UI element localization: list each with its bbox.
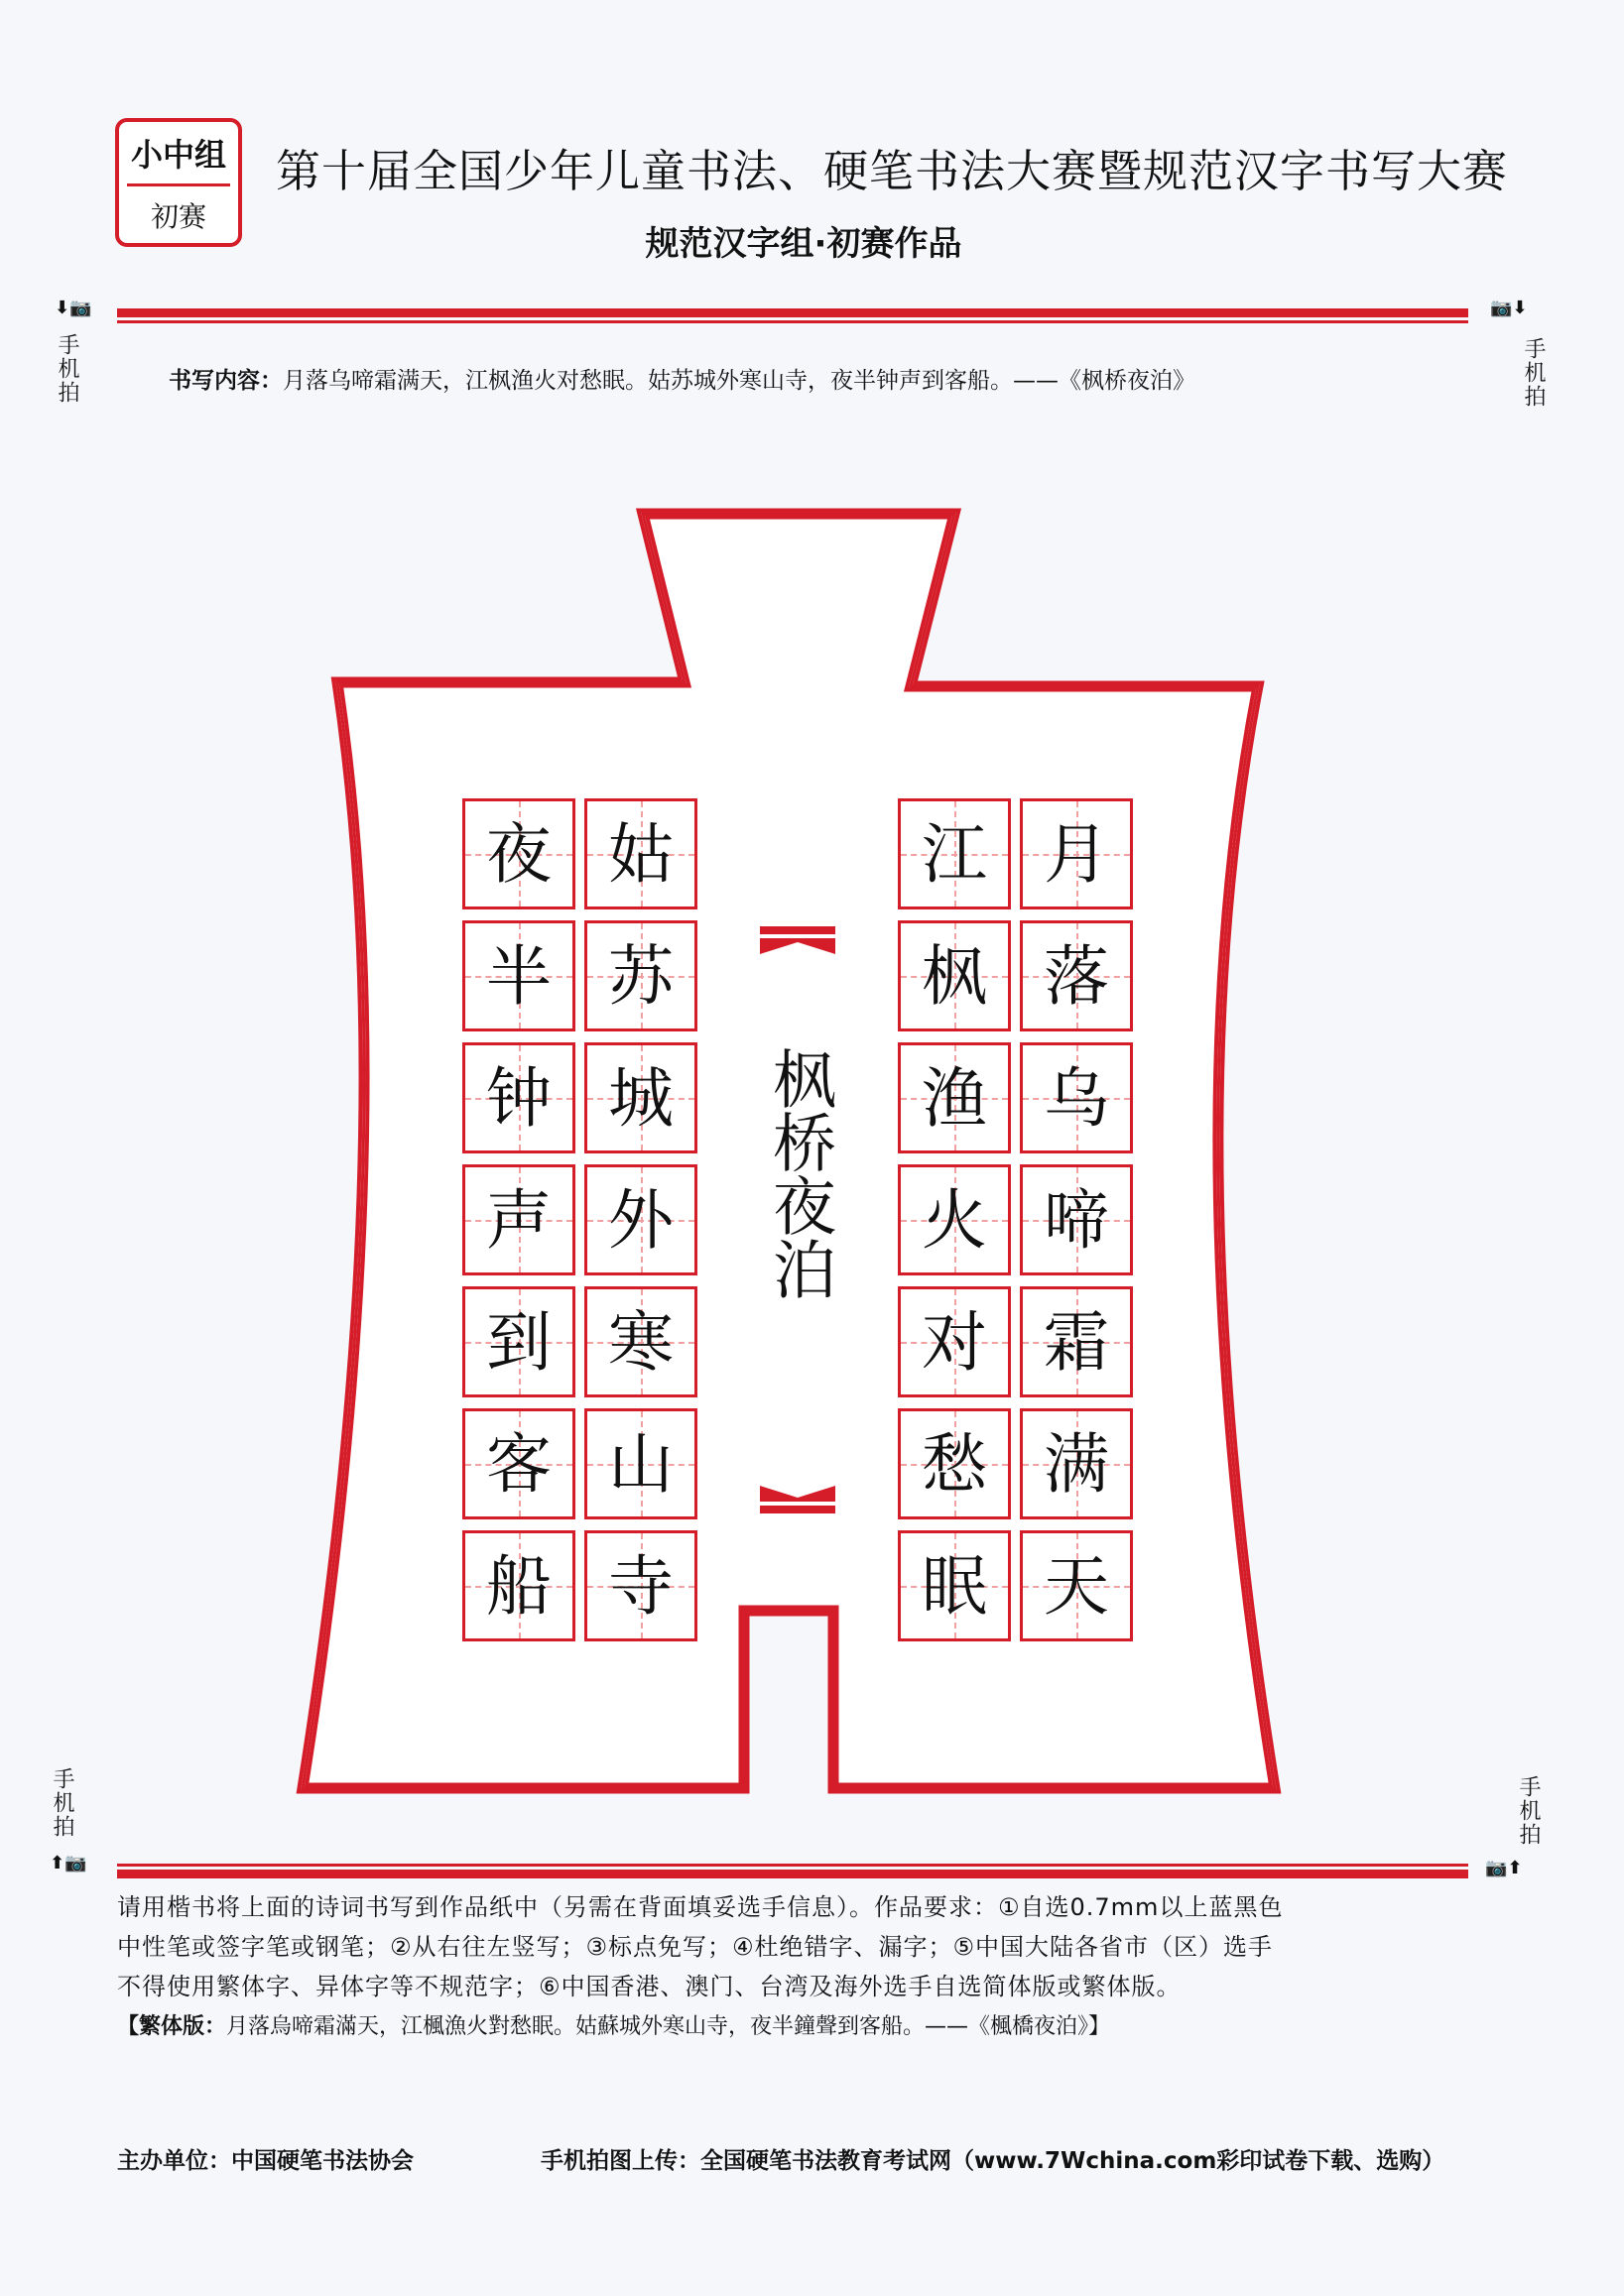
traditional-version	[117, 2009, 1496, 2040]
grid-character: 城	[608, 1060, 674, 1137]
grid-cell	[1020, 798, 1133, 909]
grid-cell	[898, 1164, 1011, 1275]
grid-character: 苏	[608, 938, 674, 1015]
grid-cell	[898, 798, 1011, 909]
poem-title: 枫桥夜泊	[762, 1046, 835, 1300]
writing-content-label: 书写内容：	[169, 368, 283, 394]
grid-character: 天	[1044, 1548, 1109, 1625]
grid-cell	[898, 920, 1011, 1031]
grid-cell	[1020, 1164, 1133, 1275]
grid-cell	[462, 1042, 575, 1153]
phone-shoot-label-top-left: 手机拍	[55, 333, 79, 405]
grid-cell	[1020, 1286, 1133, 1397]
grid-character: 月	[1044, 816, 1109, 893]
grid-cell	[584, 1530, 697, 1641]
camera-marker-bottom-right: 📷⬆	[1485, 1858, 1523, 1878]
grid-cell	[462, 1530, 575, 1641]
grid-character: 声	[486, 1182, 552, 1259]
grid-cell	[1020, 1530, 1133, 1641]
requirements-line-3: 不得使用繁体字、异体字等不规范字；⑥中国香港、澳门、台湾及海外选手自选简体版或繁体版。	[117, 1973, 1182, 2000]
grid-cell	[584, 920, 697, 1031]
grid-character: 愁	[922, 1426, 987, 1503]
grid-character: 船	[486, 1548, 552, 1625]
page-subtitle: 规范汉字组·初赛作品	[645, 224, 962, 264]
grid-cell	[1020, 1408, 1133, 1519]
page-title: 第十届全国少年儿童书法、硬笔书法大赛暨规范汉字书写大赛	[276, 145, 1509, 197]
writing-content-text: 月落乌啼霜满天，江枫渔火对愁眠。姑苏城外寒山寺，夜半钟声到客船。——《枫桥夜泊》	[283, 368, 1195, 394]
grid-character: 眠	[922, 1548, 987, 1625]
camera-marker-top-left: ⬇📷	[55, 298, 92, 318]
grid-cell	[462, 920, 575, 1031]
grid-character: 寺	[608, 1548, 674, 1625]
grid-character: 落	[1044, 938, 1109, 1015]
grid-cell	[584, 1286, 697, 1397]
grid-character: 半	[486, 938, 552, 1015]
grid-cell	[462, 1286, 575, 1397]
phone-shoot-label-bottom-left: 手机拍	[50, 1767, 74, 1839]
grid-character: 霜	[1044, 1304, 1109, 1381]
grid-character: 山	[608, 1426, 674, 1503]
grid-cell	[584, 1164, 697, 1275]
grid-cell	[1020, 1042, 1133, 1153]
grid-cell	[462, 798, 575, 909]
grid-character: 乌	[1044, 1060, 1109, 1137]
footer-upload-info: 手机拍图上传：全国硬笔书法教育考试网（www.7Wchina.com彩印试卷下载、选购）	[541, 2148, 1445, 2174]
grid-cell	[898, 1408, 1011, 1519]
grid-character: 客	[486, 1426, 552, 1503]
grid-character: 枫	[922, 938, 987, 1015]
grid-cell	[584, 798, 697, 909]
traditional-version-label: 【繁体版：	[117, 2014, 227, 2039]
camera-marker-top-right: 📷⬇	[1490, 298, 1528, 318]
grid-cell	[898, 1286, 1011, 1397]
grid-cell	[462, 1408, 575, 1519]
badge-group: 小中组	[130, 136, 226, 174]
grid-character: 外	[608, 1182, 674, 1259]
grid-character: 火	[922, 1182, 987, 1259]
traditional-version-text: 月落烏啼霜滿天，江楓漁火對愁眠。姑蘇城外寒山寺，夜半鐘聲到客船。——《楓橋夜泊》】	[226, 2014, 1111, 2039]
grid-cell	[898, 1042, 1011, 1153]
grid-cell	[1020, 920, 1133, 1031]
footer-organizer: 主办单位：中国硬笔书法协会	[117, 2148, 414, 2174]
grid-character: 寒	[608, 1304, 674, 1381]
grid-character: 对	[922, 1304, 987, 1381]
grid-cell	[584, 1408, 697, 1519]
requirements-line-1: 请用楷书将上面的诗词书写到作品纸中（另需在背面填妥选手信息）。作品要求：①自选0.7mm以上蓝黑色	[117, 1893, 1284, 1921]
phone-shoot-label-top-right: 手机拍	[1521, 337, 1546, 409]
requirements-line-2: 中性笔或签字笔或钢笔；②从右往左竖写；③标点免写；④杜绝错字、漏字；⑤中国大陆各省市（区）选手	[117, 1933, 1274, 1961]
grid-character: 姑	[608, 816, 674, 893]
grid-character: 江	[922, 816, 987, 893]
grid-cell	[584, 1042, 697, 1153]
grid-character: 渔	[922, 1060, 987, 1137]
grid-character: 啼	[1044, 1182, 1109, 1259]
grid-cell	[898, 1530, 1011, 1641]
grid-character: 夜	[486, 816, 552, 893]
badge-stage: 初赛	[150, 200, 206, 233]
camera-marker-bottom-left: ⬆📷	[50, 1853, 87, 1873]
grid-character: 满	[1044, 1426, 1109, 1503]
grid-character: 到	[486, 1304, 552, 1381]
grid-cell	[462, 1164, 575, 1275]
phone-shoot-label-bottom-right: 手机拍	[1516, 1775, 1541, 1847]
grid-character: 钟	[486, 1060, 552, 1137]
